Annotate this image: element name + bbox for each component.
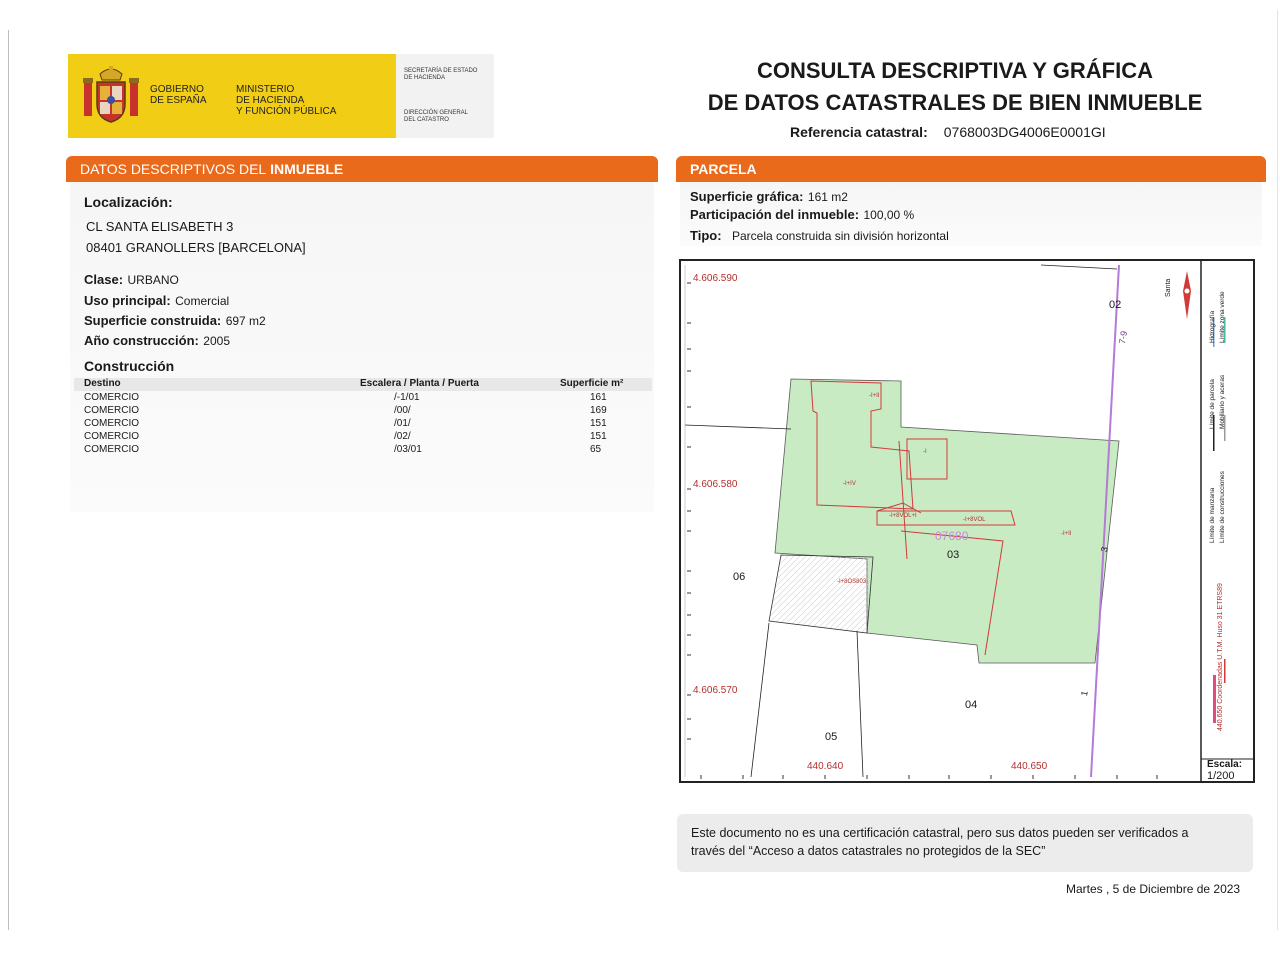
table-row (74, 417, 652, 430)
parcel-06-hatched (769, 555, 873, 633)
x-axis-ticks (701, 775, 1157, 779)
legend-text: Límite de parcela (1209, 379, 1216, 429)
disclaimer-note (677, 814, 1253, 872)
parcel-boundary (751, 623, 769, 777)
y-coord-label: 4.606.570 (693, 685, 738, 696)
cell-epp: /00/ (394, 405, 411, 416)
street-number-label: 3 (1099, 546, 1110, 553)
gov-line: GOBIERNO (150, 84, 204, 95)
street-number-label: 1 (1079, 690, 1090, 697)
parcel-label-05: 05 (825, 731, 838, 743)
gov-line: DE ESPAÑA (150, 95, 207, 106)
table-row (74, 404, 652, 417)
participacion-label: Participación del inmueble: (690, 207, 860, 222)
sup-value: 697 m2 (225, 314, 266, 328)
y-coord-label: 4.606.580 (693, 479, 738, 490)
x-coord-label: 440.650 (1011, 761, 1048, 772)
cell-epp: /-1/01 (394, 392, 420, 403)
note-line1: Este documento no es una certificación catastral, pero sus datos pueden ser verificados a (691, 826, 1189, 840)
y-axis-ticks (687, 283, 691, 739)
tipo-label: Tipo: (690, 228, 722, 243)
construccion-table (74, 378, 652, 456)
document-date: Martes , 5 de Diciembre de 2023 (1066, 882, 1241, 896)
legend-text: Hidrografía (1209, 310, 1216, 343)
street-number-label: 7-9 (1117, 330, 1130, 345)
address-line1: CL SANTA ELISABETH 3 (86, 219, 234, 234)
parcel-boundary (685, 425, 791, 429)
clase-value: URBANO (127, 273, 179, 287)
building-label: -I+IV (843, 481, 856, 487)
cell-superficie: 169 (590, 405, 607, 416)
section-bar-parcela (676, 156, 1266, 182)
min-line: Y FUNCIÓN PÚBLICA (236, 106, 337, 117)
x-coord-label: 440.640 (807, 761, 844, 772)
sup-grafica-value: 161 m2 (807, 190, 848, 204)
clase-label: Clase: (84, 272, 124, 287)
address-line2: 08401 GRANOLLERS [BARCELONA] (86, 240, 306, 255)
dir-line: DIRECCIÓN GENERAL (404, 110, 469, 116)
legend-text: Límite zona verde (1219, 291, 1226, 343)
building-label: -I+II (1061, 531, 1072, 537)
sec-line: SECRETARÍA DE ESTADO (404, 68, 478, 74)
anio-label: Año construcción: (84, 333, 199, 348)
clase-row (84, 271, 179, 289)
building-label: -I+II (869, 393, 880, 399)
bar-bold-text: INMUEBLE (270, 161, 344, 177)
min-line: MINISTERIO (236, 84, 295, 95)
parcel-ref-label: 07680 (935, 529, 969, 543)
building-label: -I+8VOL (963, 517, 986, 523)
anio-value: 2005 (203, 334, 230, 348)
cell-destino: COMERCIO (84, 392, 139, 403)
cell-superficie: 161 (590, 392, 607, 403)
cell-destino: COMERCIO (84, 405, 139, 416)
utm-note: 440.650 Coordenadas U.T.M. Huso 31 ETRS89 (1217, 583, 1224, 731)
bar-light-text: DATOS DESCRIPTIVOS DEL (80, 161, 267, 177)
tipo-value: Parcela construida sin división horizontal (731, 229, 949, 243)
anio-row (84, 332, 230, 350)
sup-label: Superficie construida: (84, 313, 222, 328)
legend-constr-swatch (1224, 659, 1226, 683)
cell-epp: /03/01 (394, 444, 422, 455)
scale-value: 1/200 (1207, 770, 1235, 782)
secretaria-panel (396, 54, 494, 138)
parcel-boundary (1041, 265, 1117, 269)
sup-grafica-row (690, 188, 848, 206)
scale-label: Escala: (1207, 759, 1243, 770)
cell-epp: /01/ (394, 418, 411, 429)
col-epp: Escalera / Planta / Puerta (360, 378, 560, 391)
parcel-label-06: 06 (733, 571, 746, 583)
scan-edge-left (8, 30, 9, 930)
cadastral-map (679, 259, 1255, 783)
gobierno-text (150, 84, 207, 106)
building-label: -I (923, 449, 927, 455)
ref-value: 0768003DG4006E0001GI (943, 124, 1106, 140)
table-row (74, 443, 652, 456)
table-row (74, 430, 652, 443)
cell-superficie: 65 (590, 444, 602, 455)
direccion-text (404, 110, 468, 124)
sup-grafica-label: Superficie gráfica: (690, 189, 804, 204)
min-line: DE HACIENDA (236, 95, 305, 106)
building-label: -I+8VOL+I (889, 513, 917, 519)
cell-destino: COMERCIO (84, 431, 139, 442)
legend-text: Límite de construcciones (1219, 471, 1226, 543)
tipo-row (690, 227, 949, 245)
cell-superficie: 151 (590, 418, 607, 429)
referencia-catastral (790, 124, 1106, 140)
ref-label: Referencia catastral: (790, 124, 928, 140)
sec-line: DE HACIENDA (404, 75, 446, 81)
ministerio-text (236, 84, 336, 117)
parcel-label-04: 04 (965, 699, 978, 711)
coat-of-arms-icon (80, 64, 142, 126)
localizacion-label: Localización: (84, 194, 173, 210)
cell-epp: /02/ (394, 431, 411, 442)
section-bar-datos (66, 156, 658, 182)
note-line2: través del “Acceso a datos catastrales no protegidos de la SEC” (691, 844, 1046, 858)
doc-title-line1: CONSULTA DESCRIPTIVA Y GRÁFICA (756, 58, 1154, 83)
cell-superficie: 151 (590, 431, 607, 442)
cell-destino: COMERCIO (84, 444, 139, 455)
scan-edge-right (1277, 10, 1278, 930)
table-row (74, 391, 652, 404)
uso-label: Uso principal: (84, 293, 171, 308)
bar-parcela-text: PARCELA (690, 161, 757, 177)
table-header-row (74, 378, 652, 391)
construccion-heading: Construcción (84, 358, 175, 374)
uso-row (84, 292, 229, 310)
legend-manzana-swatch (1213, 675, 1216, 723)
col-destino: Destino (74, 378, 360, 391)
parcel-label-02: 02 (1109, 299, 1122, 311)
legend-text: Mobiliario y aceras (1219, 374, 1226, 429)
dir-line: DEL CATASTRO (404, 117, 449, 123)
col-superficie: Superficie m² (560, 378, 652, 391)
secretaria-text (404, 68, 477, 82)
doc-title-line2: DE DATOS CATASTRALES DE BIEN INMUEBLE (707, 90, 1203, 115)
cell-destino: COMERCIO (84, 418, 139, 429)
sup-construida-row (84, 312, 266, 330)
participacion-row (690, 206, 914, 224)
y-coord-label: 4.606.590 (693, 273, 738, 284)
parcel-boundary (857, 631, 863, 777)
legend-text: Límite de manzana (1209, 487, 1216, 543)
participacion-value: 100,00 % (863, 208, 915, 222)
street-name-label: Santa (1165, 278, 1172, 297)
uso-value: Comercial (175, 294, 230, 308)
building-label: -I+8OS803 (837, 579, 867, 585)
parcel-label-03: 03 (947, 549, 960, 561)
north-arrow-icon (1183, 271, 1191, 319)
